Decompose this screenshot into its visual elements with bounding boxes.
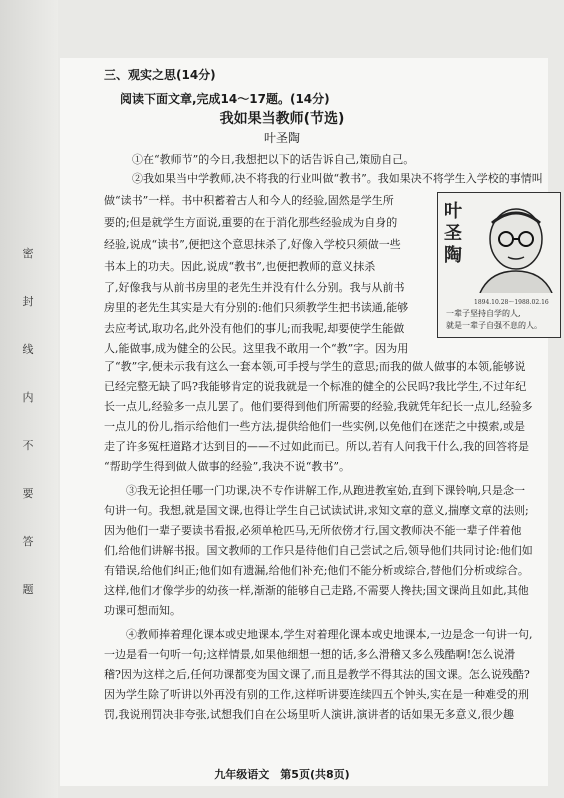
portrait-name: 叶圣陶	[444, 201, 462, 266]
seal-char: 封	[22, 295, 34, 308]
seal-char: 题	[22, 583, 34, 596]
text-line: ①在“教师节”的今日,我想把以下的话告诉自己,策励自己。	[132, 153, 415, 166]
text-line: 房里的老先生其实是大有分别的:他们只须教学生把书读通,能够	[104, 301, 409, 314]
text-line: 们,给他们讲解书报。国文教师的工作只是待他们自己尝试之后,领导他们共同讨论:他们如	[104, 544, 533, 557]
text-line: 了“教”字,便未示我有这么一套本领,可手授与学生的意思;而我的做人做事的本领,能够说	[104, 360, 526, 373]
seal-line-label	[20, 230, 36, 614]
text-line: ④教师捧着理化课本或史地课本,学生对着理化课本或史地课本,一边是念一句讲一句,	[126, 628, 533, 641]
seal-char: 密	[22, 247, 34, 260]
text-line: 一边是看一句听一句;这样情景,如果他细想一想的话,多么滑稽又多么残酷啊!怎么说滑	[104, 648, 516, 661]
portrait-caption-1: 一辈子坚持自学的人,	[446, 309, 521, 318]
instruction: 阅读下面文章,完成14～17题。(14分)	[120, 92, 330, 106]
article-author: 叶圣陶	[263, 131, 300, 145]
text-line: 长一点儿,经验多一点儿罢了。他们要得到他们所需要的经验,我就凭年纪长一点儿,经验多	[104, 400, 533, 413]
text-line: 一点儿的份儿,指示给他们一些方法,提供给他们一些实例,以免他们在迷茫之中摸索,或是	[104, 420, 525, 433]
text-line: 去应考试,取功名,此外没有他们的事儿;而我呢,却要使学生能做	[104, 322, 405, 335]
text-line: 功课可想而知。	[104, 604, 181, 617]
page-footer: 九年级语文 第5页(共8页)	[214, 768, 350, 781]
seal-char: 内	[22, 391, 34, 404]
seal-char: 线	[22, 343, 34, 356]
text-line: ②我如果当中学教师,决不将我的行业叫做“教书”。我如果决不将学生入学校的事情叫	[132, 172, 543, 185]
text-line: 书本上的功夫。因此,说成“教书”,也便把教师的意义抹杀	[104, 260, 376, 273]
article-title: 我如果当教师(节选)	[219, 111, 345, 127]
text-line: 因为学生除了听讲以外再没有别的工作,这样听讲要连续四五个钟头,实在是一种难受的刑	[104, 688, 529, 701]
text-line: 经验,说成“读书”,便把这个意思抹杀了,好像入学校只须做一些	[104, 238, 401, 251]
text-line: “帮助学生得到做人做事的经验”,我决不说“教书”。	[104, 460, 350, 473]
text-line: 了,好像我与从前书房里的老先生并没有什么分别。我与从前书	[104, 281, 405, 294]
portrait-dates: 1894.10.28～1988.02.16	[474, 299, 549, 306]
text-line: ③我无论担任哪一门功课,决不专作讲解工作,从跑进教室始,直到下课铃响,只是念一	[126, 484, 525, 497]
text-line: 做“读书”一样。书中积蓄着古人和今人的经验,固然是学生所	[104, 194, 394, 207]
seal-char: 要	[22, 487, 34, 500]
text-line: 有错误,给他们纠正;他们如有遗漏,给他们补充;他们不能分析或综合,替他们分析或综合。	[104, 564, 529, 577]
portrait-caption-2: 就是一辈子自强不息的人。	[446, 321, 542, 330]
seal-char: 答	[22, 535, 34, 548]
text-line: 人,能做事,成为健全的公民。这里我不敢用一个“教”字。因为用	[104, 342, 409, 355]
text-line: 要的;但是就学生方面说,重要的在于消化那些经验成为自身的	[104, 216, 398, 229]
text-line: 这样,他们才像学步的幼孩一样,渐渐的能够自己走路,不需要人搀扶;国文课尚且如此,其他	[104, 584, 529, 597]
text-line: 罚,我说刑罚决非夸张,试想我们自在公场里听人演讲,演讲者的话如果无多意义,很少趣	[104, 708, 514, 721]
text-line: 走了许多冤枉道路才达到目的——不过如此而已。所以,若有人问我干什么,我的回答将是	[104, 440, 529, 453]
text-line: 稽?因为这样之后,任何功课都变为国文课了,而且是教学不得其法的国文课。怎么说残酷?	[104, 668, 530, 681]
text-line: 已经完整无缺了吗?我能够肯定的说我就是一个标准的健全的公民吗?我比学生,不过年纪	[104, 380, 527, 393]
text-line: 句讲一句。我想,就是国文课,也得让学生自己试读试讲,求知文章的意义,揣摩文章的法则;	[104, 504, 529, 517]
seal-char: 不	[22, 439, 34, 452]
author-portrait	[437, 192, 561, 338]
section-heading: 三、观实之思(14分)	[104, 68, 216, 82]
text-line: 因为他们一辈子要读书看报,必须单枪匹马,无所依傍才行,国文教师决不能一辈子伴着他	[104, 524, 522, 537]
portrait-sketch	[470, 201, 554, 293]
